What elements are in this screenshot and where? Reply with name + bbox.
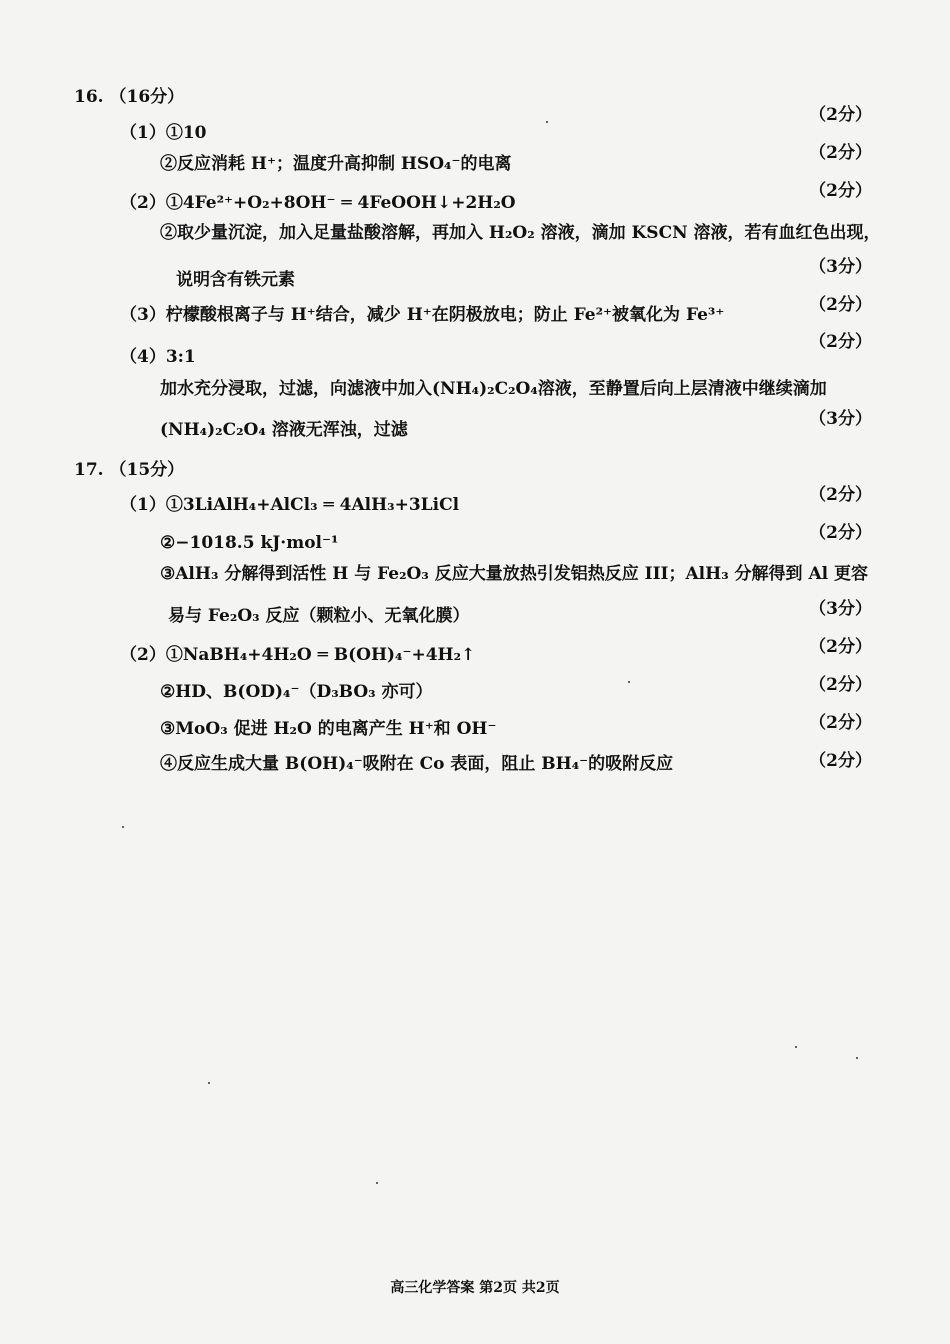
- scan-speck: [208, 1082, 210, 1084]
- q17-2-4-score: （2分）: [809, 751, 872, 771]
- q16-2-1-score: （2分）: [809, 181, 872, 201]
- q16-1-1-answer: （1）①10: [120, 123, 207, 143]
- scan-speck: [122, 826, 124, 828]
- q16-heading: 16. （16分）: [74, 87, 185, 107]
- q16-4b-score: （3分）: [809, 409, 872, 429]
- q17-1-3-answer-line1: ③AlH₃ 分解得到活性 H 与 Fe₂O₃ 反应大量放热引发铝热反应 III；AlH₃ 分解得到 Al 更容: [160, 564, 869, 584]
- q16-2-2-answer-line2: 说明含有铁元素: [176, 270, 295, 290]
- page-footer: 高三化学答案 第2页 共2页: [390, 1280, 560, 1296]
- q16-1-1-score: （2分）: [809, 105, 872, 125]
- q17-1-2-score: （2分）: [809, 523, 872, 543]
- scan-speck: [795, 1046, 797, 1048]
- scan-speck: [546, 121, 548, 123]
- q16-4-score: （2分）: [809, 332, 872, 352]
- q16-3-answer: （3）柠檬酸根离子与 H⁺结合，减少 H⁺在阴极放电；防止 Fe²⁺被氧化为 Fe³⁺: [120, 305, 725, 325]
- q17-2-3-score: （2分）: [809, 713, 872, 733]
- q17-1-3-score: （3分）: [809, 599, 872, 619]
- q16-1-2-score: （2分）: [809, 143, 872, 163]
- q17-2-3-answer: ③MoO₃ 促进 H₂O 的电离产生 H⁺和 OH⁻: [160, 719, 497, 739]
- q16-3-score: （2分）: [809, 295, 872, 315]
- q17-2-2-answer: ②HD、B(OD)₄⁻（D₃BO₃ 亦可）: [160, 682, 433, 702]
- q16-4-answer-line2: 加水充分浸取，过滤，向滤液中加入(NH₄)₂C₂O₄溶液，至静置后向上层清液中继续滴加: [160, 379, 827, 399]
- scan-speck: [856, 1057, 858, 1059]
- q17-2-2-score: （2分）: [809, 675, 872, 695]
- q17-2-4-answer: ④反应生成大量 B(OH)₄⁻吸附在 Co 表面，阻止 BH₄⁻的吸附反应: [160, 754, 674, 774]
- q16-2-2-answer-line1: ②取少量沉淀，加入足量盐酸溶解，再加入 H₂O₂ 溶液，滴加 KSCN 溶液，若有血红色出现，: [160, 223, 881, 243]
- q17-1-3-answer-line2: 易与 Fe₂O₃ 反应（颗粒小、无氧化膜）: [168, 606, 470, 626]
- q17-1-1-answer: （1）①3LiAlH₄+AlCl₃ ═ 4AlH₃+3LiCl: [120, 495, 460, 515]
- q16-4-answer: （4）3:1: [120, 347, 196, 367]
- q16-4-answer-line3: (NH₄)₂C₂O₄ 溶液无浑浊，过滤: [160, 420, 408, 440]
- q16-1-2-answer: ②反应消耗 H⁺；温度升高抑制 HSO₄⁻的电离: [160, 154, 512, 174]
- scan-speck: [628, 681, 630, 683]
- q17-heading: 17. （15分）: [74, 460, 185, 480]
- q17-1-2-answer: ②−1018.5 kJ·mol⁻¹: [160, 533, 339, 553]
- q17-1-1-score: （2分）: [809, 485, 872, 505]
- q17-2-1-answer: （2）①NaBH₄+4H₂O ═ B(OH)₄⁻+4H₂↑: [120, 645, 476, 665]
- scan-speck: [376, 1182, 378, 1184]
- q17-2-1-score: （2分）: [809, 637, 872, 657]
- q16-2-1-answer: （2）①4Fe²⁺+O₂+8OH⁻ ═ 4FeOOH↓+2H₂O: [120, 193, 516, 213]
- q16-2-2-score: （3分）: [809, 257, 872, 277]
